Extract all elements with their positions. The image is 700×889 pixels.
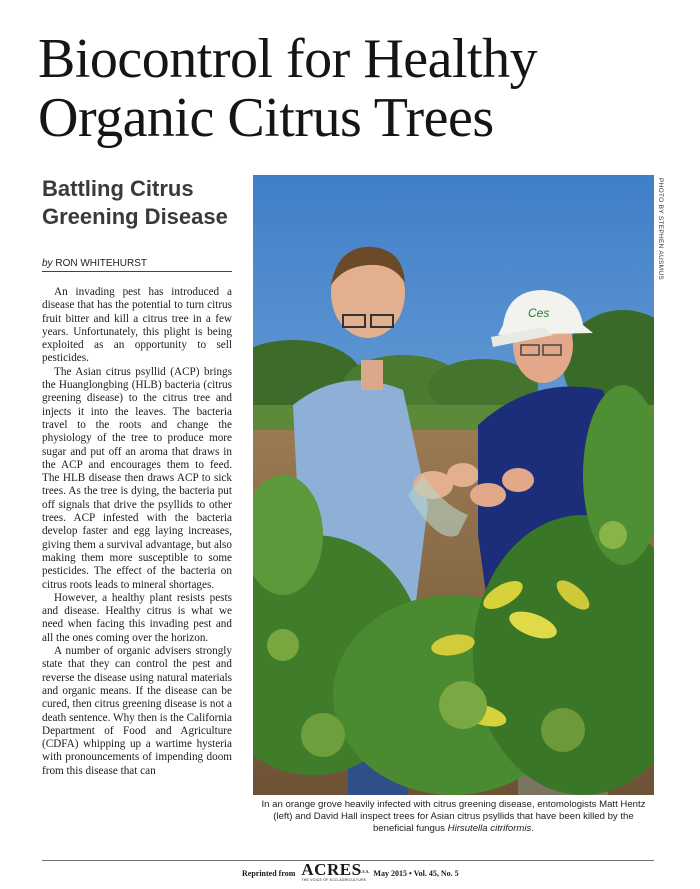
article-subtitle: Battling Citrus Greening Disease xyxy=(42,176,228,229)
paragraph: However, a healthy plant resists pests and disease. Healthy citrus is what we need when facing this invading pest and all the ones coming over the horizon. xyxy=(42,591,232,644)
paragraph: The Asian citrus psyllid (ACP) brings the Huanglongbing (HLB) bacteria (citrus greening disease) to the citrus tree and injects it into the leaves. The bacteria travel to the roots and change the physiology of the tree to produce more sugar and put off an aroma that draws in the ACP and encourages them to feed. The HLB disease then draws ACP to sick trees. As the tree is dying, the bacteria put off signals that drive the psyllids to other trees. ACP infested with the bacteria develop faster and egg laying increases, giving them a survival advantage, but also making them more susceptible to some pesticides. The effect of the bacteria on citrus roots leads to mineral shortages. xyxy=(42,365,232,591)
paragraph: A number of organic advisers strongly state that they can control the pest and reverse the disease using natural materials and organic means. If the disease can be cured, then citrus greening disease is not a death sentence. Why then is the California Department of Food and Agriculture (CDFA) whipping up a wartime hysteria with pronouncements of impending doom from this disease that can xyxy=(42,645,232,777)
logo-tagline: THE VOICE OF ECO-AGRICULTURE xyxy=(301,878,367,882)
byline-prefix: by xyxy=(42,258,53,269)
article-body xyxy=(42,286,232,778)
reprinted-label: Reprinted from xyxy=(242,868,296,878)
caption-species: Hirsutella citriformis xyxy=(447,823,532,834)
caption-end: . xyxy=(531,823,535,834)
page-footer xyxy=(42,860,654,885)
paragraph: An invading pest has introduced a disease that has the potential to turn citrus fruit bitter and kill a citrus tree in a few years. Unfortunately, this plight is being exploited as an opportunity to sell pesticides. xyxy=(42,286,232,365)
photo-caption xyxy=(253,799,654,835)
byline xyxy=(42,258,232,272)
orchard-scene-illustration xyxy=(253,175,654,795)
hat-logo-text: Ces xyxy=(528,306,550,320)
logo-wordmark: ACRES xyxy=(301,860,362,879)
author-name: RON WHITEHURST xyxy=(55,258,148,269)
photo-credit: PHOTO BY STEPHEN AUSMUS xyxy=(657,178,664,281)
footer-content xyxy=(242,860,459,883)
logo-suffix: U.S.A. xyxy=(358,869,370,874)
article-photo xyxy=(253,175,654,795)
acres-logo xyxy=(301,860,370,883)
caption-text: In an orange grove heavily infected with citrus greening disease, entomologists Matt Hentz (left) and David Hall inspect trees for Asian citrus psyllids that have been killed by the beneficial fungus xyxy=(261,799,646,834)
article-title: Biocontrol for Healthy Organic Citrus Trees xyxy=(38,28,538,149)
issue-info: May 2015 • Vol. 45, No. 5 xyxy=(373,868,459,878)
